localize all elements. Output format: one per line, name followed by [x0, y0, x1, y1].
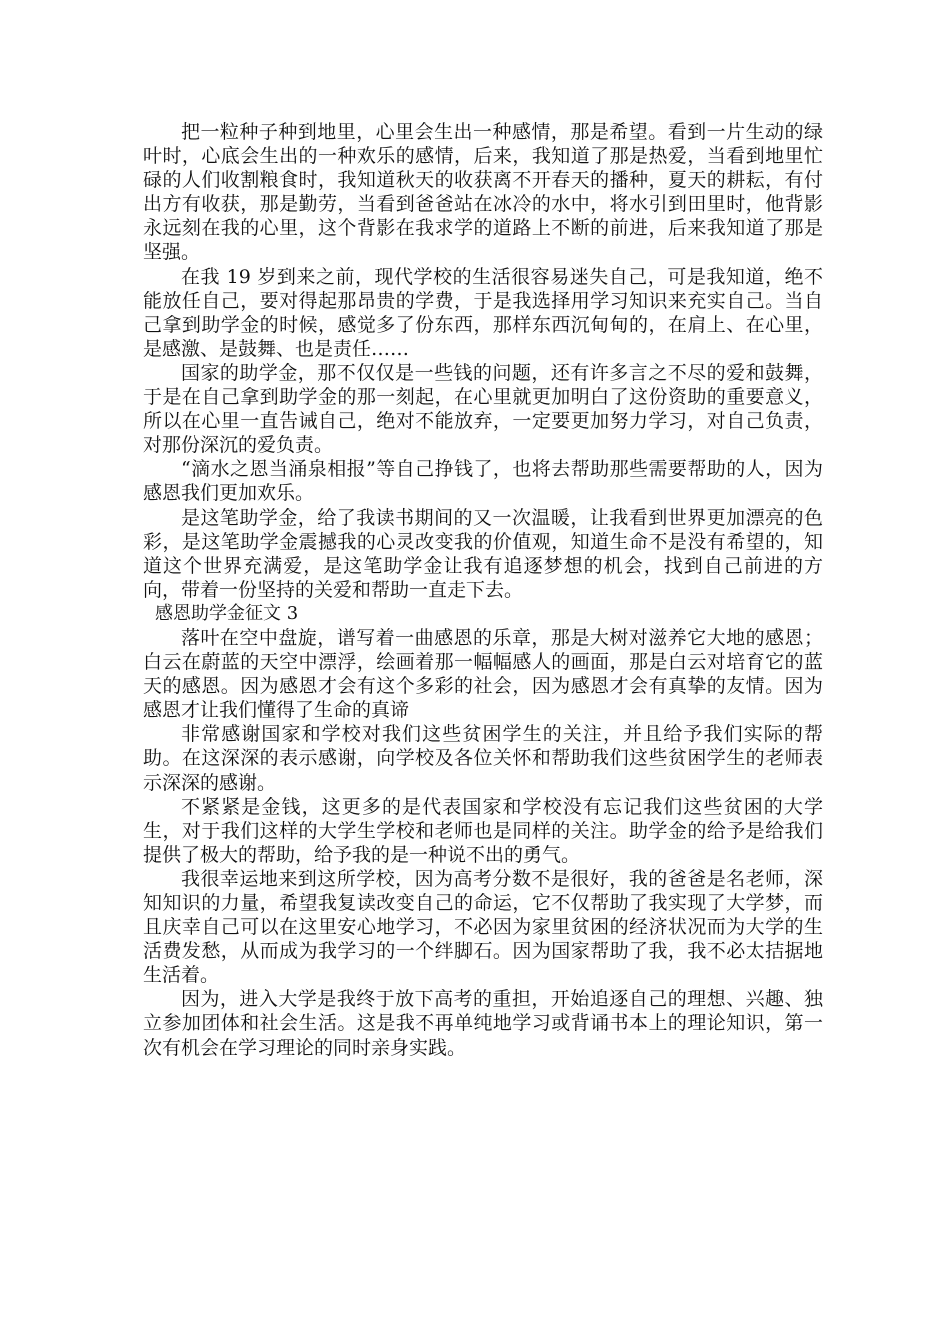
document-body: [143, 120, 823, 1060]
paragraph-seed-hope: 把一粒种子种到地里，心里会生出一种感情，那是希望。看到一片生动的绿叶时，心底会生出的一种欢乐的感情，后来，我知道了那是热爱，当看到地里忙碌的人们收割粮食时，我知道秋天的收获离不开春天的播种，夏天的耕耘，有付出方有收获，那是勤劳，当看到爸爸站在冰冷的水中，将水引到田里时，他背影永远刻在我的心里，这个背影在我求学的道路上不断的前进，后来我知道了那是坚强。: [143, 121, 823, 264]
paragraph-thanks: 非常感谢国家和学校对我们这些贫困学生的关注，并且给予我们实际的帮助。在这深深的表示感谢，向学校及各位关怀和帮助我们这些贫困学生的老师表示深深的感谢。: [143, 723, 823, 794]
paragraph-falling-leaves: 落叶在空中盘旋，谱写着一曲感恩的乐章，那是大树对滋养它大地的感恩；白云在蔚蓝的天空中漂浮，绘画着那一幅幅感人的画面，那是白云对培育它的蓝天的感恩。因为感恩才会有这个多彩的社会，因为感恩才会有真挚的友情。因为感恩才让我们懂得了生命的真谛: [143, 626, 823, 722]
paragraph-not-only-money: 不紧紧是金钱，这更多的是代表国家和学校没有忘记我们这些贫困的大学生，对于我们这样的大学生学校和老师也是同样的关注。助学金的给予是给我们提供了极大的帮助，给予我的是一种说不出的勇气。: [143, 795, 823, 866]
paragraph-warmth: 是这笔助学金，给了我读书期间的又一次温暖，让我看到世界更加漂亮的色彩，是这笔助学金震撼我的心灵改变我的价值观，知道生命不是没有希望的，知道这个世界充满爱，是这笔助学金让我有追逐梦想的机会，找到自己前进的方向，带着一份坚持的关爱和帮助一直走下去。: [143, 506, 823, 601]
paragraph-repay-kindness: “滴水之恩当涌泉相报”等自己挣钱了，也将去帮助那些需要帮助的人，因为感恩我们更加欢乐。: [143, 458, 823, 505]
section-heading: 感恩助学金征文 3: [155, 602, 299, 624]
paragraph-age-19: 在我 19 岁到来之前，现代学校的生活很容易迷失自己，可是我知道，绝不能放任自己，要对得起那昂贵的学费，于是我选择用学习知识来充实自己。当自己拿到助学金的时候，感觉多了份东西，那样东西沉甸甸的，在肩上、在心里，是感激、是鼓舞、也是责任……: [143, 265, 823, 360]
paragraph-university: 因为，进入大学是我终于放下高考的重担，开始追逐自己的理想、兴趣、独立参加团体和社会生活。这是我不再单纯地学习或背诵书本上的理论知识，第一次有机会在学习理论的同时亲身实践。: [143, 988, 823, 1059]
paragraph-national-grant: 国家的助学金，那不仅仅是一些钱的问题，还有许多言之不尽的爱和鼓舞，于是在自己拿到助学金的那一刻起，在心里就更加明白了这份资助的重要意义，所以在心里一直告诫自己，绝对不能放弃，一定要更加努力学习，对自己负责，对那份深沉的爱负责。: [143, 361, 823, 457]
paragraph-lucky: 我很幸运地来到这所学校，因为高考分数不是很好，我的爸爸是名老师，深知知识的力量，希望我复读改变自己的命运，它不仅帮助了我实现了大学梦，而且庆幸自己可以在这里安心地学习，不必因为家里贫困的经济状况而为大学的生活费发愁，从而成为我学习的一个绊脚石。因为国家帮助了我，我不必太拮据地生活着。: [143, 867, 823, 987]
